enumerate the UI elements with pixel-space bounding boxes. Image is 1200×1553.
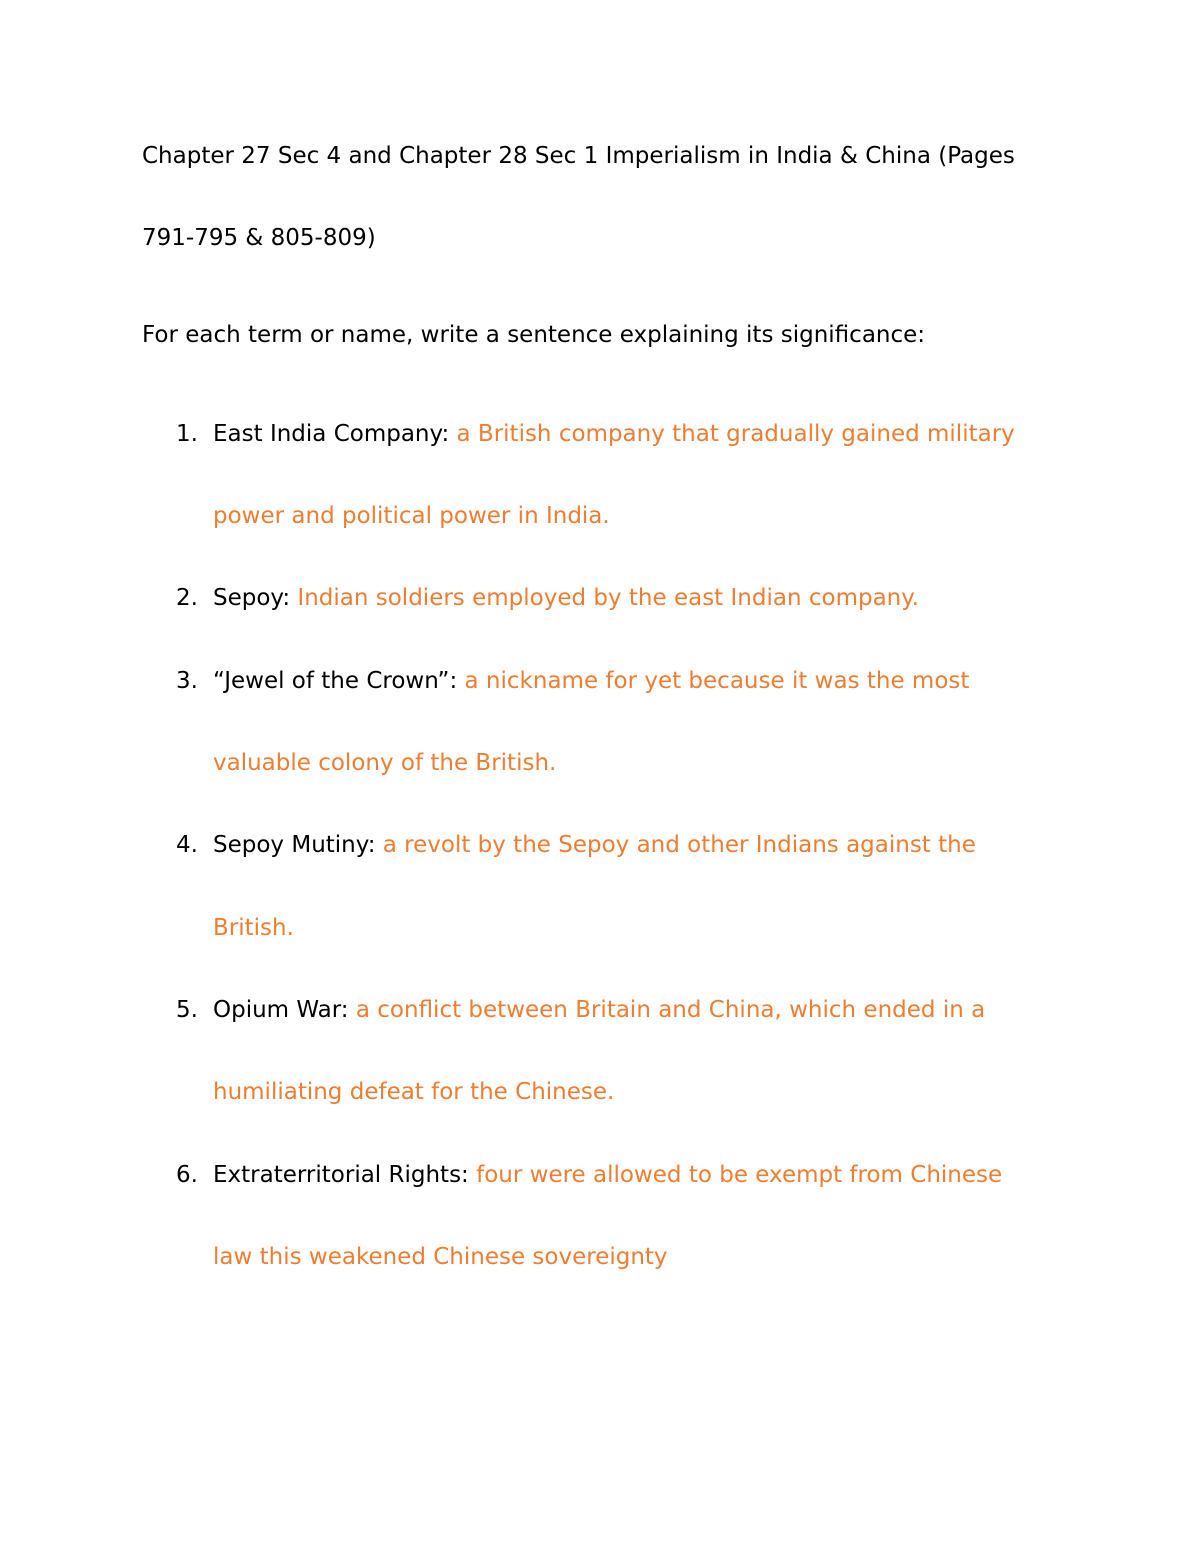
list-item-answer: Indian soldiers employed by the east Indian company. <box>297 585 919 611</box>
list-item-term: Sepoy Mutiny: <box>213 832 376 858</box>
list-item-number: 2. <box>176 585 198 611</box>
list-item-answer: a British company that gradually gained military <box>456 421 1015 447</box>
list-item-answer-continued: British. <box>213 915 294 941</box>
list-item-term: “Jewel of the Crown”: <box>213 668 458 694</box>
list-item-answer: a conflict between Britain and China, which ended in a <box>355 997 986 1023</box>
list-item-first-line <box>213 995 985 1025</box>
list-item-continuation <box>213 1077 614 1107</box>
list-item-term: Extraterritorial Rights: <box>213 1162 469 1188</box>
list-item-answer-continued: valuable colony of the British. <box>213 750 557 776</box>
list-item-first-line <box>213 666 969 696</box>
title-line-2: 791-795 & 805-809) <box>142 225 376 251</box>
list-item-term: Opium War: <box>213 997 349 1023</box>
list-item-number: 1. <box>176 421 198 447</box>
list-item-continuation <box>213 501 610 531</box>
list-item-answer-continued: humiliating defeat for the Chinese. <box>213 1079 615 1105</box>
list-item-term: East India Company: <box>213 421 450 447</box>
title-line-1: Chapter 27 Sec 4 and Chapter 28 Sec 1 Imperialism in India & China (Pages <box>142 143 1015 169</box>
list-item-number: 4. <box>176 832 198 858</box>
list-item-answer: a nickname for yet because it was the most <box>464 668 970 694</box>
list-item-continuation <box>213 1242 668 1272</box>
list-item-number: 5. <box>176 997 198 1023</box>
list-item-first-line <box>213 583 919 613</box>
instructions-text: For each term or name, write a sentence explaining its significance: <box>142 322 926 348</box>
list-item-first-line <box>213 419 1015 449</box>
list-item-continuation <box>213 748 556 778</box>
list-item-answer: four were allowed to be exempt from Chinese <box>476 1162 1003 1188</box>
list-item-answer-continued: power and political power in India. <box>213 503 610 529</box>
list-item-continuation <box>213 913 294 943</box>
list-item-first-line <box>213 1160 1002 1190</box>
list-item-number: 3. <box>176 668 198 694</box>
list-item-answer: a revolt by the Sepoy and other Indians against the <box>382 832 976 858</box>
list-item-number: 6. <box>176 1162 198 1188</box>
list-item-term: Sepoy: <box>213 585 291 611</box>
list-item-first-line <box>213 830 976 860</box>
list-item-answer-continued: law this weakened Chinese sovereignty <box>213 1244 668 1270</box>
